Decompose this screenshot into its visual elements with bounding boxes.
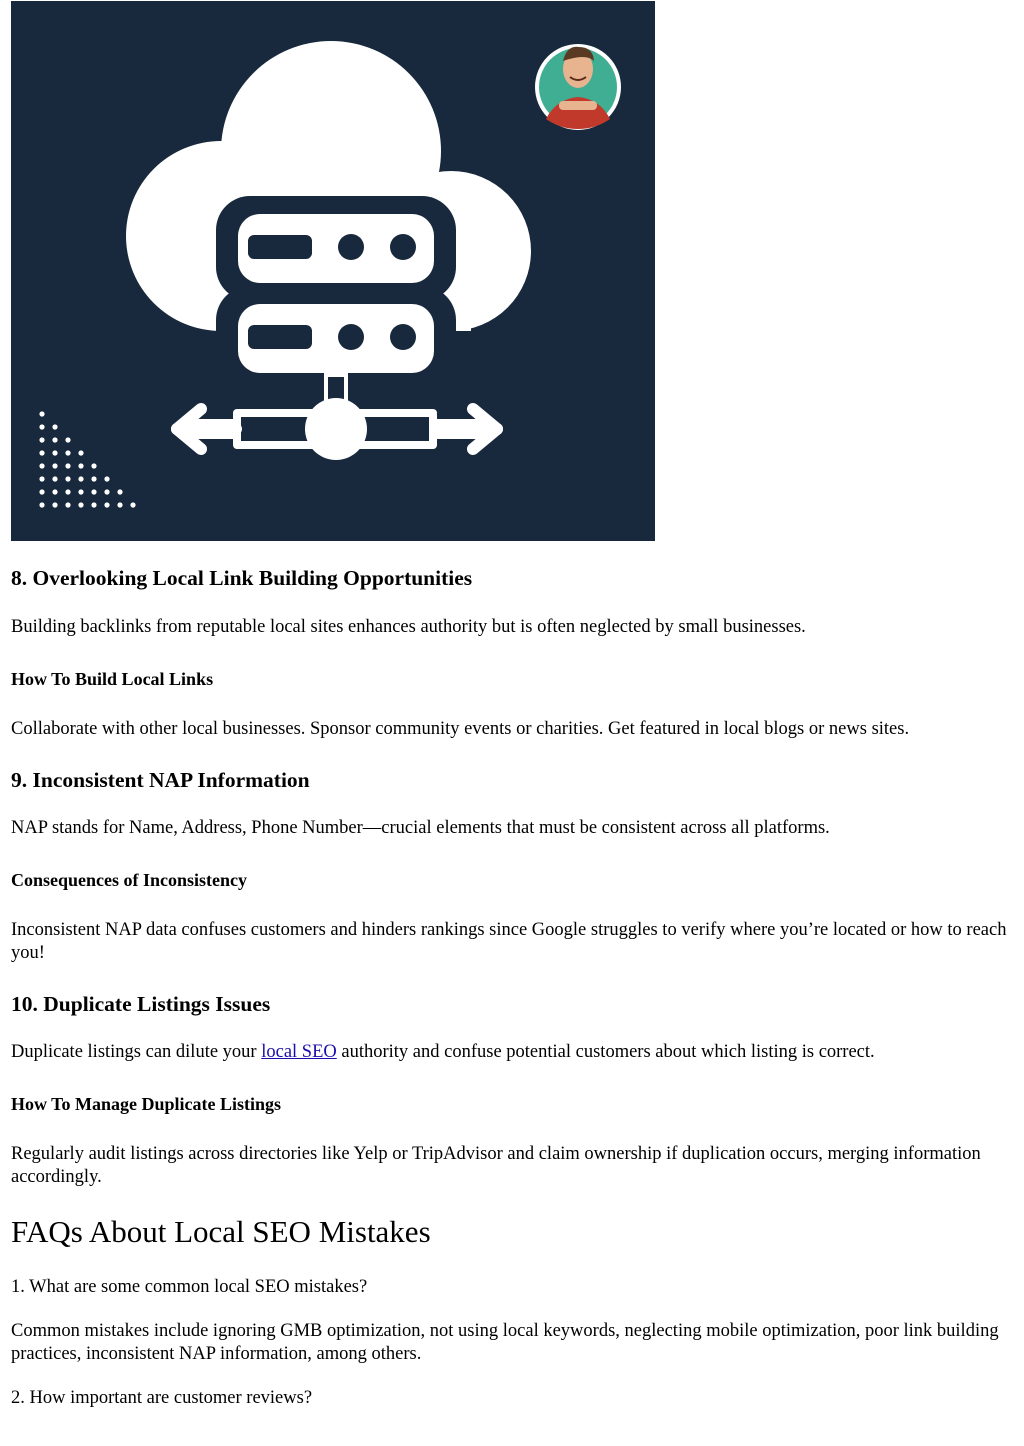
pattern-dot [104,489,109,494]
pattern-dot [78,489,83,494]
section-body-9: Inconsistent NAP data confuses customers and hinders rankings since Google struggles to verify where you’re located or how to reach you! [11,920,1007,963]
section-heading-9: 9. Inconsistent NAP Information [11,768,310,792]
pattern-dot [39,450,44,455]
local-seo-link[interactable]: local SEO [261,1042,337,1062]
pattern-dot [78,476,83,481]
pattern-dot [52,437,57,442]
pattern-dot [52,502,57,507]
pattern-dot [39,424,44,429]
sub-heading-local-links: How To Build Local Links [11,669,214,689]
pattern-dot [65,437,70,442]
section-intro-10 [11,1041,1016,1064]
pattern-dot [65,450,70,455]
pattern-dot [117,502,122,507]
cloud-server-illustration [11,1,655,541]
pattern-dot [39,489,44,494]
pattern-dot [65,502,70,507]
pattern-dot [52,450,57,455]
pattern-dot [52,476,57,481]
faq-heading: FAQs About Local SEO Mistakes [11,1214,431,1249]
pattern-dot [52,424,57,429]
pattern-dot [65,489,70,494]
section-intro-9: NAP stands for Name, Address, Phone Number—crucial elements that must be consistent across all platforms. [11,818,830,838]
pattern-dot [104,476,109,481]
pattern-dot [52,489,57,494]
faq-question-1: 1. What are some common local SEO mistakes? [11,1277,368,1297]
server-icon [216,196,456,391]
section-intro-8: Building backlinks from reputable local sites enhances authority but is often neglected by small businesses. [11,617,806,637]
section-heading-8: 8. Overlooking Local Link Building Opportunities [11,566,473,590]
pattern-dot [39,463,44,468]
pattern-dot [39,411,44,416]
pattern-dot [78,450,83,455]
intro-text-after-link: authority and confuse potential customers about which listing is correct. [336,1042,875,1062]
section-heading-10: 10. Duplicate Listings Issues [11,992,271,1016]
pattern-dot [78,463,83,468]
section-body-8: Collaborate with other local businesses. Sponsor community events or charities. Get featured in local blogs or news sites. [11,719,910,739]
pattern-dot [39,437,44,442]
faq-question-2: 2. How important are customer reviews? [11,1388,313,1408]
pattern-dot [117,489,122,494]
pattern-dot [91,489,96,494]
pattern-dot [130,502,135,507]
intro-text-before-link: Duplicate listings can dilute your [11,1042,262,1062]
pattern-dot [91,502,96,507]
sub-heading-consequences: Consequences of Inconsistency [11,870,248,890]
pattern-dot [104,502,109,507]
pattern-dot [65,463,70,468]
avatar [535,44,621,130]
hero-image [11,1,655,541]
pattern-dot [78,502,83,507]
sub-heading-duplicate-listings: How To Manage Duplicate Listings [11,1094,282,1114]
pattern-dot [65,476,70,481]
pattern-dot [39,502,44,507]
section-body-10: Regularly audit listings across directories like Yelp or TripAdvisor and claim ownership if duplication occurs, merging information accordingly. [11,1144,981,1187]
pattern-dot [91,463,96,468]
faq-answer-1: Common mistakes include ignoring GMB optimization, not using local keywords, neglecting mobile optimization, poor link building practices, inconsistent NAP information, among others. [11,1321,999,1364]
pattern-dot [91,476,96,481]
pattern-dot [52,463,57,468]
pattern-dot [39,476,44,481]
